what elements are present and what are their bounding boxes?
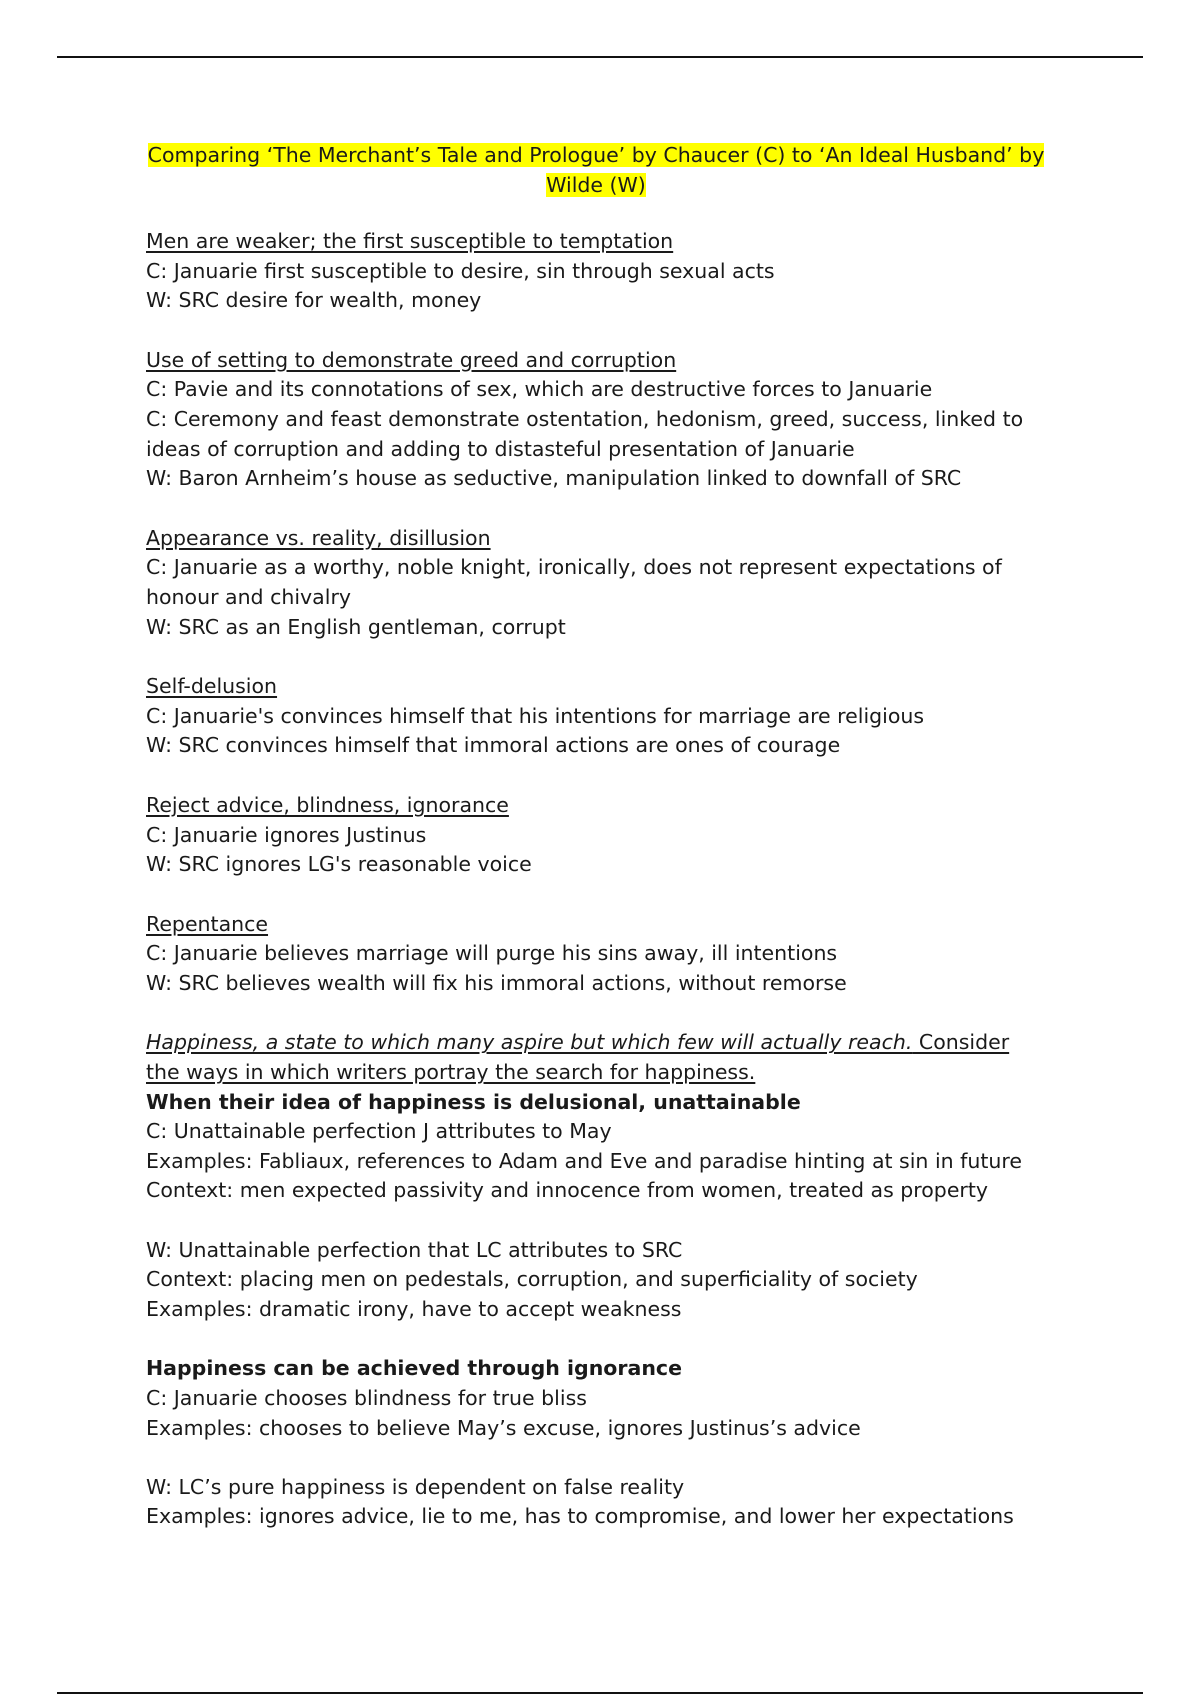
paragraph-spacer <box>146 1443 1046 1473</box>
section-line: C: Ceremony and feast demonstrate ostentation, hedonism, greed, success, linked to ideas of corruption and adding to distasteful presentation of Januarie <box>146 406 1024 461</box>
section-setting <box>146 346 1046 494</box>
section-heading: Appearance vs. reality, disillusion <box>146 525 491 550</box>
section-line: C: Januarie believes marriage will purge his sins away, ill intentions <box>146 941 838 966</box>
page-title <box>146 140 1046 200</box>
section-heading: Men are weaker; the first susceptible to temptation <box>146 229 674 253</box>
essay-question-italic: Happiness, a state to which many aspire but which few will actually reach. <box>146 1030 913 1055</box>
section-line: C: Januarie as a worthy, noble knight, ironically, does not represent expectations of honour and chivalry <box>146 555 1002 609</box>
section-appearance-reality <box>146 524 1046 642</box>
section-self-delusion <box>146 672 1046 761</box>
point-line: C: Unattainable perfection J attributes to May <box>146 1119 612 1144</box>
section-heading: Use of setting to demonstrate greed and corruption <box>146 347 677 372</box>
essay-question <box>146 1028 1046 1087</box>
point-heading: Happiness can be achieved through ignorance <box>146 1356 682 1381</box>
point-line: Context: men expected passivity and innocence from women, treated as property <box>146 1178 989 1203</box>
section-heading: Self-delusion <box>146 674 278 699</box>
point-line: W: LC’s pure happiness is dependent on false reality <box>146 1474 685 1499</box>
point-line: W: Unattainable perfection that LC attributes to SRC <box>146 1237 683 1262</box>
section-line: W: SRC believes wealth will fix his immoral actions, without remorse <box>146 970 847 995</box>
section-line: C: Januarie's convinces himself that his intentions for marriage are religious <box>146 703 925 728</box>
point-line: Examples: Fabliaux, references to Adam and Eve and paradise hinting at sin in future <box>146 1148 1022 1173</box>
point-line: Examples: chooses to believe May’s excuse, ignores Justinus’s advice <box>146 1415 861 1440</box>
point-line: Examples: ignores advice, lie to me, has to compromise, and lower her expectations <box>146 1504 1014 1529</box>
highlighted-title: Comparing ‘The Merchant’s Tale and Prologue’ by Chaucer (C) to ‘An Ideal Husband’ by Wilde (W) <box>147 143 1045 197</box>
section-line: W: SRC convinces himself that immoral actions are ones of courage <box>146 733 841 758</box>
section-heading: Repentance <box>146 911 269 936</box>
point-line: Context: placing men on pedestals, corruption, and superficiality of society <box>146 1267 918 1292</box>
section-reject-advice <box>146 791 1046 880</box>
bottom-rule <box>57 1692 1143 1694</box>
point-line: C: Januarie chooses blindness for true bliss <box>146 1386 587 1410</box>
point-heading: When their idea of happiness is delusional, unattainable <box>146 1089 801 1114</box>
document-body <box>146 140 1046 1562</box>
essay-question-rest: Consider the ways in which writers portray the search for happiness. <box>146 1030 1010 1085</box>
section-line: W: SRC desire for wealth, money <box>146 288 482 313</box>
point-line: Examples: dramatic irony, have to accept weakness <box>146 1296 682 1321</box>
essay-section <box>146 1028 1046 1324</box>
section-line: C: Januarie ignores Justinus <box>146 822 427 847</box>
section-line: C: Pavie and its connotations of sex, which are destructive forces to Januarie <box>146 377 933 402</box>
section-repentance <box>146 910 1046 999</box>
section-line: C: Januarie first susceptible to desire, sin through sexual acts <box>146 258 775 283</box>
essay-point-two <box>146 1354 1046 1532</box>
section-heading: Reject advice, blindness, ignorance <box>146 792 509 817</box>
section-men-weaker <box>146 227 1046 316</box>
paragraph-spacer <box>146 1206 1046 1236</box>
top-rule <box>57 56 1143 58</box>
section-line: W: Baron Arnheim’s house as seductive, manipulation linked to downfall of SRC <box>146 466 962 491</box>
section-line: W: SRC as an English gentleman, corrupt <box>146 614 566 639</box>
section-line: W: SRC ignores LG's reasonable voice <box>146 852 532 877</box>
